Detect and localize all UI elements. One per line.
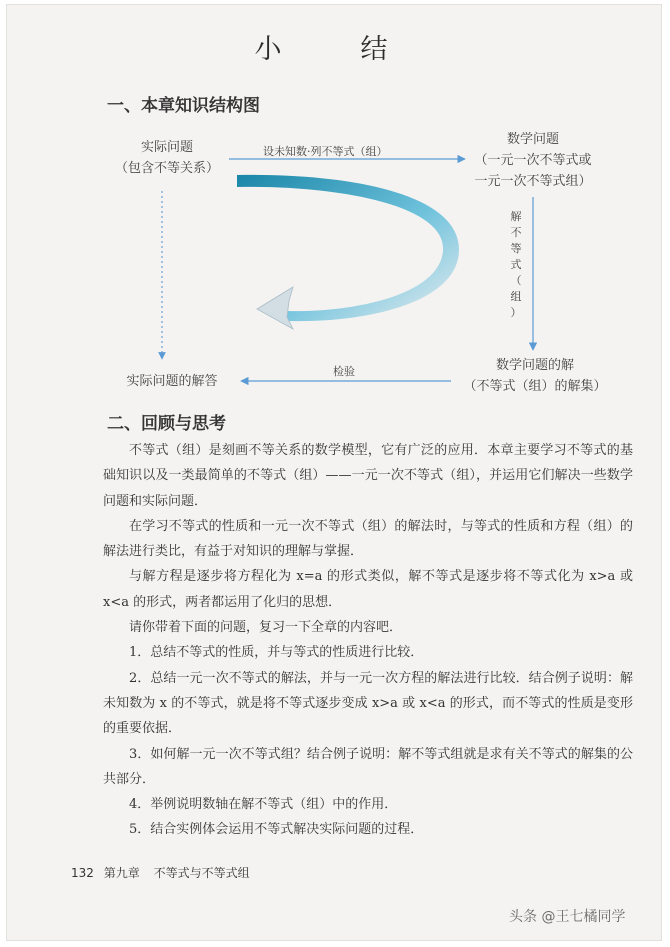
knowledge-structure-diagram [7,5,662,415]
node-real-answer-line1: 实际问题的解答 [126,374,218,389]
question-item: 3．如何解一元一次不等式组？结合例子说明：解不等式组就是求有关不等式的解集的公共部分． [103,746,633,787]
curved-arrow-head [257,287,293,329]
edge-label-solve-char: 等 [510,242,522,255]
paragraph: 不等式（组）是刻画不等关系的数学模型，它有广泛的应用．本章主要学习不等式的基础知识以及一类最简单的不等式（组）——一元一次不等式（组），并运用它们解决一些数学问题和实际问题． [103,443,633,509]
edge-label-solve-char: ） [510,306,522,319]
node-math-solution-line1: 数学问题的解 [495,358,574,373]
node-math-problem-line3: 一元一次不等式组） [474,174,592,189]
node-math-solution [451,355,619,397]
question-item: 5．结合实例体会运用不等式解决实际问题的过程． [129,822,424,838]
node-math-problem-line2: （一元一次不等式或 [474,153,592,168]
node-math-solution-line2: （不等式（组）的解集） [463,379,607,394]
node-math-problem-line1: 数学问题 [506,132,559,147]
page-footer [71,864,250,881]
edge-label-solve-char: 式 [510,258,522,271]
edge-label-solve [509,209,523,321]
node-real-problem-line2: （包含不等关系） [114,161,219,176]
edge-label-solve-char: 组 [510,290,522,303]
chapter-number: 第九章 [103,866,140,880]
question-item: 2．总结一元一次不等式的解法，并与一元一次方程的解法进行比较．结合例子说明：解未知数为 x 的不等式，就是将不等式逐步变成 x>a 或 x<a 的形式，而不等式的性质是变形的重要依据． [103,670,633,737]
question-item: 1．总结不等式的性质，并与等式的性质进行比较． [129,645,424,661]
paragraph: 在学习不等式的性质和一元一次不等式（组）的解法时，与等式的性质和方程（组）的解法进行类比，有益于对知识的理解与掌握． [103,518,633,560]
section-heading-review: 二、回顾与思考 [107,414,226,434]
question-item: 4．举例说明数轴在解不等式（组）中的作用． [129,797,398,813]
chapter-title: 不等式与不等式组 [153,866,250,880]
edge-label-solve-char: （ [510,274,522,287]
edge-label-solve-char: 解 [510,210,522,223]
textbook-page [6,4,662,941]
watermark: 头条 @王七橘同学 [509,909,626,925]
page-title: 小 结 [254,34,414,65]
node-real-problem-line1: 实际问题 [140,140,193,155]
paragraph: 请你带着下面的问题，复习一下全章的内容吧． [129,620,403,636]
section-heading-structure: 一、本章知识结构图 [107,96,260,116]
edge-label-check: 检验 [333,365,355,378]
paragraph: 与解方程是逐步将方程化为 x=a 的形式类似，解不等式是逐步将不等式化为 x>a 或 x<a 的形式，两者都运用了化归的思想． [103,569,633,610]
curved-return-arrow [237,175,459,321]
edge-label-set-unknown: 设未知数·列不等式（组） [263,145,388,158]
node-math-problem [461,129,605,192]
node-real-answer [107,371,237,392]
node-real-problem [107,137,227,179]
review-body [103,438,633,843]
page-number: 132 [71,866,94,880]
edge-label-solve-char: 不 [510,226,522,239]
